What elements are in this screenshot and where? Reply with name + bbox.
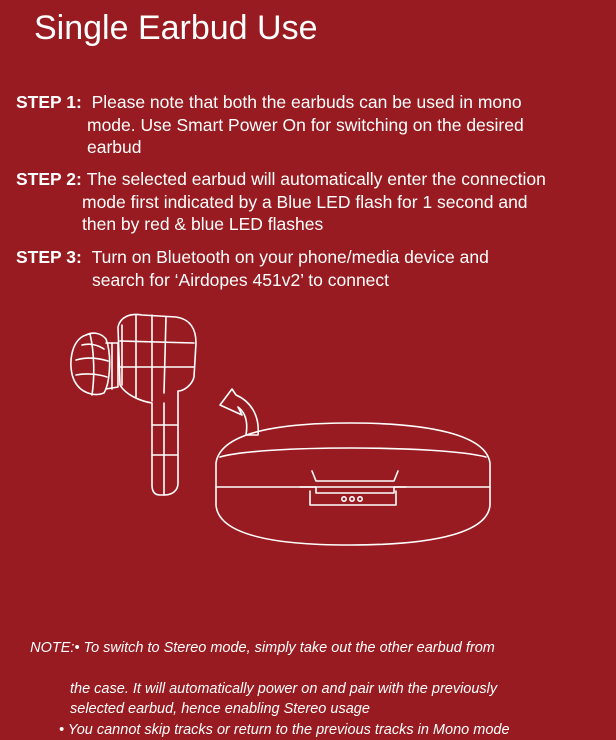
charging-case-icon bbox=[216, 423, 490, 545]
step-2-label: STEP 2: bbox=[16, 168, 87, 191]
step-2-line-1: The selected earbud will automatically enter the connection bbox=[87, 168, 612, 191]
earbud-icon bbox=[71, 315, 196, 496]
note-line-3: selected earbud, hence enabling Stereo usage bbox=[14, 699, 610, 720]
step-1-line-1: Please note that both the earbuds can be used in mono bbox=[92, 91, 612, 114]
step-3-line-2: search for ‘Airdopes 451v2’ to connect bbox=[16, 269, 612, 292]
arrow-up-icon bbox=[220, 389, 258, 435]
note-line-1: • To switch to Stereo mode, simply take out the other earbud from bbox=[74, 640, 494, 656]
step-3 bbox=[16, 246, 612, 291]
step-1-line-3: earbud bbox=[16, 136, 612, 159]
earbud-case-illustration bbox=[60, 305, 500, 575]
step-1-label: STEP 1: bbox=[16, 91, 92, 114]
note-line-2: the case. It will automatically power on and pair with the previously bbox=[14, 679, 610, 700]
page-title: Single Earbud Use bbox=[34, 6, 318, 50]
step-3-line-1: Turn on Bluetooth on your phone/media device and bbox=[92, 246, 612, 269]
step-3-label: STEP 3: bbox=[16, 246, 92, 269]
step-1-line-2: mode. Use Smart Power On for switching on the desired bbox=[16, 114, 612, 137]
note-label: NOTE: bbox=[30, 640, 74, 656]
step-1 bbox=[16, 91, 612, 159]
step-2 bbox=[16, 168, 612, 236]
step-2-line-2: mode first indicated by a Blue LED flash for 1 second and bbox=[16, 191, 612, 214]
note-line-4: • You cannot skip tracks or return to the previous tracks in Mono mode bbox=[14, 720, 610, 740]
step-2-line-3: then by red & blue LED flashes bbox=[16, 213, 612, 236]
